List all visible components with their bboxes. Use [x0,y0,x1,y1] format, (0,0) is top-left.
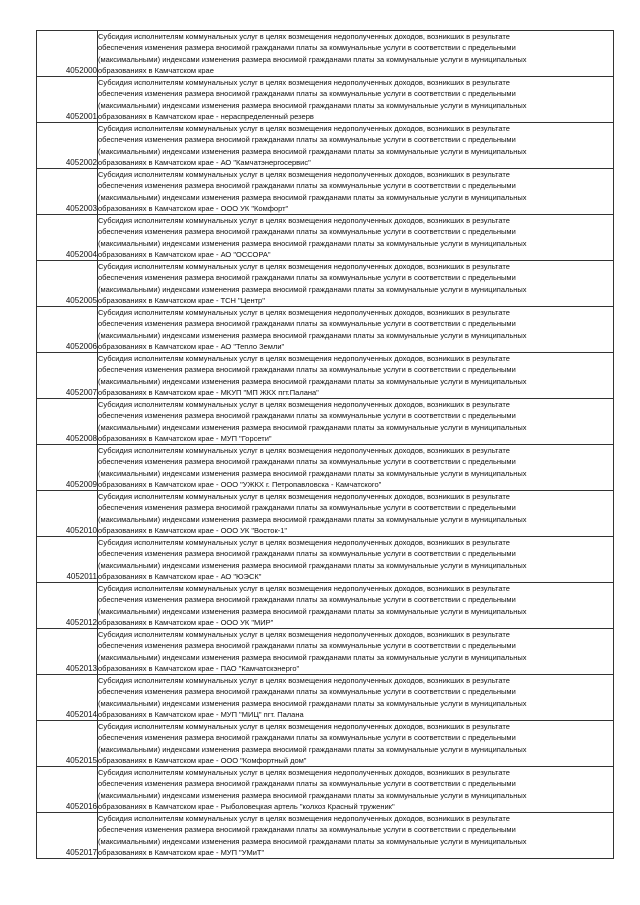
budget-code-cell: 4052002 [37,123,98,169]
description-line: (максимальными) индексами изменения размера вносимой гражданами платы за коммунальные услуги в муниципальных [98,330,527,340]
table-row [37,583,614,629]
table-row [37,491,614,537]
description-line: (максимальными) индексами изменения размера вносимой гражданами платы за коммунальные услуги в муниципальных [98,422,527,432]
description-line: Субсидия исполнителям коммунальных услуг в целях возмещения недополученных доходов, возникших в результате [98,354,510,363]
description-line: (максимальными) индексами изменения размера вносимой гражданами платы за коммунальные услуги в муниципальных [98,192,527,202]
budget-sheet [36,30,614,859]
description-line: (максимальными) индексами изменения размера вносимой гражданами платы за коммунальные услуги в муниципальных [98,468,527,478]
budget-code-cell: 4052012 [37,583,98,629]
description-line: образованиях в Камчатском крае - ООО "УЖКХ г. Петропавловска - Камчатского" [98,479,382,489]
description-cell [98,215,614,261]
description-line: образованиях в Камчатском крае - Рыболовецкая артель "колхоз Красный труженик" [98,801,395,811]
description-cell [98,353,614,399]
description-line: Субсидия исполнителям коммунальных услуг в целях возмещения недополученных доходов, возникших в результате [98,78,510,87]
description-line: (максимальными) индексами изменения размера вносимой гражданами платы за коммунальные услуги в муниципальных [98,376,527,386]
description-cell [98,583,614,629]
description-line: Субсидия исполнителям коммунальных услуг в целях возмещения недополученных доходов, возникших в результате [98,768,510,777]
description-line: обеспечения изменения размера вносимой гражданами платы за коммунальные услуги в соответствии с предельными [98,365,516,375]
budget-code-cell: 4052005 [37,261,98,307]
description-line: обеспечения изменения размера вносимой гражданами платы за коммунальные услуги в соответствии с предельными [98,411,516,421]
table-row [37,721,614,767]
description-line: (максимальными) индексами изменения размера вносимой гражданами платы за коммунальные услуги в муниципальных [98,836,527,846]
description-cell [98,77,614,123]
description-line: Субсидия исполнителям коммунальных услуг в целях возмещения недополученных доходов, возникших в результате [98,308,510,317]
description-cell [98,307,614,353]
description-line: образованиях в Камчатском крае - МКУП "МП ЖКХ пгт.Палана" [98,387,319,397]
description-line: обеспечения изменения размера вносимой гражданами платы за коммунальные услуги в соответствии с предельными [98,779,516,789]
description-line: (максимальными) индексами изменения размера вносимой гражданами платы за коммунальные услуги в муниципальных [98,146,527,156]
table-row [37,537,614,583]
description-cell [98,721,614,767]
description-line: образованиях в Камчатском крае - МУП "Горсети" [98,433,272,443]
table-row [37,675,614,721]
description-line: Субсидия исполнителям коммунальных услуг в целях возмещения недополученных доходов, возникших в результате [98,124,510,133]
description-line: обеспечения изменения размера вносимой гражданами платы за коммунальные услуги в соответствии с предельными [98,825,516,835]
description-line: обеспечения изменения размера вносимой гражданами платы за коммунальные услуги в соответствии с предельными [98,733,516,743]
description-line: образованиях в Камчатском крае - ПАО "Камчатскэнерго" [98,663,300,673]
budget-table-body [37,31,614,859]
description-cell [98,399,614,445]
description-line: Субсидия исполнителям коммунальных услуг в целях возмещения недополученных доходов, возникших в результате [98,538,510,547]
description-line: обеспечения изменения размера вносимой гражданами платы за коммунальные услуги в соответствии с предельными [98,595,516,605]
table-row [37,399,614,445]
description-line: обеспечения изменения размера вносимой гражданами платы за коммунальные услуги в соответствии с предельными [98,181,516,191]
budget-code-cell: 4052011 [37,537,98,583]
description-line: обеспечения изменения размера вносимой гражданами платы за коммунальные услуги в соответствии с предельными [98,687,516,697]
description-line: Субсидия исполнителям коммунальных услуг в целях возмещения недополученных доходов, возникших в результате [98,446,510,455]
description-cell [98,675,614,721]
description-line: обеспечения изменения размера вносимой гражданами платы за коммунальные услуги в соответствии с предельными [98,227,516,237]
description-line: (максимальными) индексами изменения размера вносимой гражданами платы за коммунальные услуги в муниципальных [98,284,527,294]
description-cell [98,123,614,169]
description-line: Субсидия исполнителям коммунальных услуг в целях возмещения недополученных доходов, возникших в результате [98,584,510,593]
description-line: (максимальными) индексами изменения размера вносимой гражданами платы за коммунальные услуги в муниципальных [98,54,527,64]
description-line: образованиях в Камчатском крае - АО "Камчатэнергосервис" [98,157,311,167]
budget-code-cell: 4052001 [37,77,98,123]
table-row [37,169,614,215]
description-line: Субсидия исполнителям коммунальных услуг в целях возмещения недополученных доходов, возникших в результате [98,262,510,271]
description-line: обеспечения изменения размера вносимой гражданами платы за коммунальные услуги в соответствии с предельными [98,641,516,651]
description-line: обеспечения изменения размера вносимой гражданами платы за коммунальные услуги в соответствии с предельными [98,273,516,283]
budget-code-cell: 4052017 [37,813,98,859]
table-row [37,31,614,77]
description-line: (максимальными) индексами изменения размера вносимой гражданами платы за коммунальные услуги в муниципальных [98,698,527,708]
description-line: (максимальными) индексами изменения размера вносимой гражданами платы за коммунальные услуги в муниципальных [98,238,527,248]
table-row [37,307,614,353]
description-line: Субсидия исполнителям коммунальных услуг в целях возмещения недополученных доходов, возникших в результате [98,170,510,179]
budget-code-cell: 4052007 [37,353,98,399]
description-line: обеспечения изменения размера вносимой гражданами платы за коммунальные услуги в соответствии с предельными [98,43,516,53]
table-row [37,353,614,399]
description-line: Субсидия исполнителям коммунальных услуг в целях возмещения недополученных доходов, возникших в результате [98,400,510,409]
description-line: (максимальными) индексами изменения размера вносимой гражданами платы за коммунальные услуги в муниципальных [98,514,527,524]
description-line: обеспечения изменения размера вносимой гражданами платы за коммунальные услуги в соответствии с предельными [98,89,516,99]
table-row [37,813,614,859]
budget-code-cell: 4052000 [37,31,98,77]
budget-code-cell: 4052004 [37,215,98,261]
description-cell [98,537,614,583]
description-line: образованиях в Камчатском крае - ООО УК "МИР" [98,617,274,627]
description-line: Субсидия исполнителям коммунальных услуг в целях возмещения недополученных доходов, возникших в результате [98,722,510,731]
description-line: обеспечения изменения размера вносимой гражданами платы за коммунальные услуги в соответствии с предельными [98,457,516,467]
budget-code-cell: 4052010 [37,491,98,537]
table-row [37,629,614,675]
description-line: обеспечения изменения размера вносимой гражданами платы за коммунальные услуги в соответствии с предельными [98,319,516,329]
description-line: образованиях в Камчатском крае - ООО УК "Восток-1" [98,525,288,535]
description-line: (максимальными) индексами изменения размера вносимой гражданами платы за коммунальные услуги в муниципальных [98,652,527,662]
description-line: образованиях в Камчатском крае - МУП "УМиТ" [98,847,265,857]
description-line: Субсидия исполнителям коммунальных услуг в целях возмещения недополученных доходов, возникших в результате [98,492,510,501]
description-cell [98,169,614,215]
description-line: (максимальными) индексами изменения размера вносимой гражданами платы за коммунальные услуги в муниципальных [98,744,527,754]
description-line: образованиях в Камчатском крае - нераспределенный резерв [98,111,314,121]
description-line: Субсидия исполнителям коммунальных услуг в целях возмещения недополученных доходов, возникших в результате [98,814,510,823]
description-line: образованиях в Камчатском крае - ООО УК "Комфорт" [98,203,289,213]
description-cell [98,445,614,491]
description-cell [98,491,614,537]
budget-code-cell: 4052013 [37,629,98,675]
description-line: образованиях в Камчатском крае - АО "ОССОРА" [98,249,271,259]
budget-code-cell: 4052006 [37,307,98,353]
table-row [37,445,614,491]
description-line: образованиях в Камчатском крае - АО "ЮЭСК" [98,571,262,581]
budget-code-cell: 4052008 [37,399,98,445]
budget-code-cell: 4052003 [37,169,98,215]
description-cell [98,767,614,813]
description-line: Субсидия исполнителям коммунальных услуг в целях возмещения недополученных доходов, возникших в результате [98,32,510,41]
budget-code-cell: 4052016 [37,767,98,813]
description-line: обеспечения изменения размера вносимой гражданами платы за коммунальные услуги в соответствии с предельными [98,503,516,513]
budget-table [36,30,614,859]
description-line: Субсидия исполнителям коммунальных услуг в целях возмещения недополученных доходов, возникших в результате [98,630,510,639]
description-line: (максимальными) индексами изменения размера вносимой гражданами платы за коммунальные услуги в муниципальных [98,606,527,616]
description-line: образованиях в Камчатском крае [98,65,214,75]
description-line: Субсидия исполнителям коммунальных услуг в целях возмещения недополученных доходов, возникших в результате [98,676,510,685]
budget-code-cell: 4052009 [37,445,98,491]
description-line: образованиях в Камчатском крае - АО "Тепло Земли" [98,341,285,351]
description-line: (максимальными) индексами изменения размера вносимой гражданами платы за коммунальные услуги в муниципальных [98,790,527,800]
description-cell [98,629,614,675]
description-line: Субсидия исполнителям коммунальных услуг в целях возмещения недополученных доходов, возникших в результате [98,216,510,225]
description-cell [98,31,614,77]
description-line: обеспечения изменения размера вносимой гражданами платы за коммунальные услуги в соответствии с предельными [98,135,516,145]
budget-code-cell: 4052015 [37,721,98,767]
table-row [37,77,614,123]
description-line: образованиях в Камчатском крае - МУП "МИЦ" пгт. Палана [98,709,304,719]
table-row [37,767,614,813]
description-line: образованиях в Камчатском крае - ТСН "Центр" [98,295,265,305]
description-cell [98,261,614,307]
description-cell [98,813,614,859]
description-line: обеспечения изменения размера вносимой гражданами платы за коммунальные услуги в соответствии с предельными [98,549,516,559]
description-line: (максимальными) индексами изменения размера вносимой гражданами платы за коммунальные услуги в муниципальных [98,560,527,570]
table-row [37,123,614,169]
description-line: (максимальными) индексами изменения размера вносимой гражданами платы за коммунальные услуги в муниципальных [98,100,527,110]
table-row [37,215,614,261]
budget-code-cell: 4052014 [37,675,98,721]
table-row [37,261,614,307]
description-line: образованиях в Камчатском крае - ООО "Комфортный дом" [98,755,307,765]
